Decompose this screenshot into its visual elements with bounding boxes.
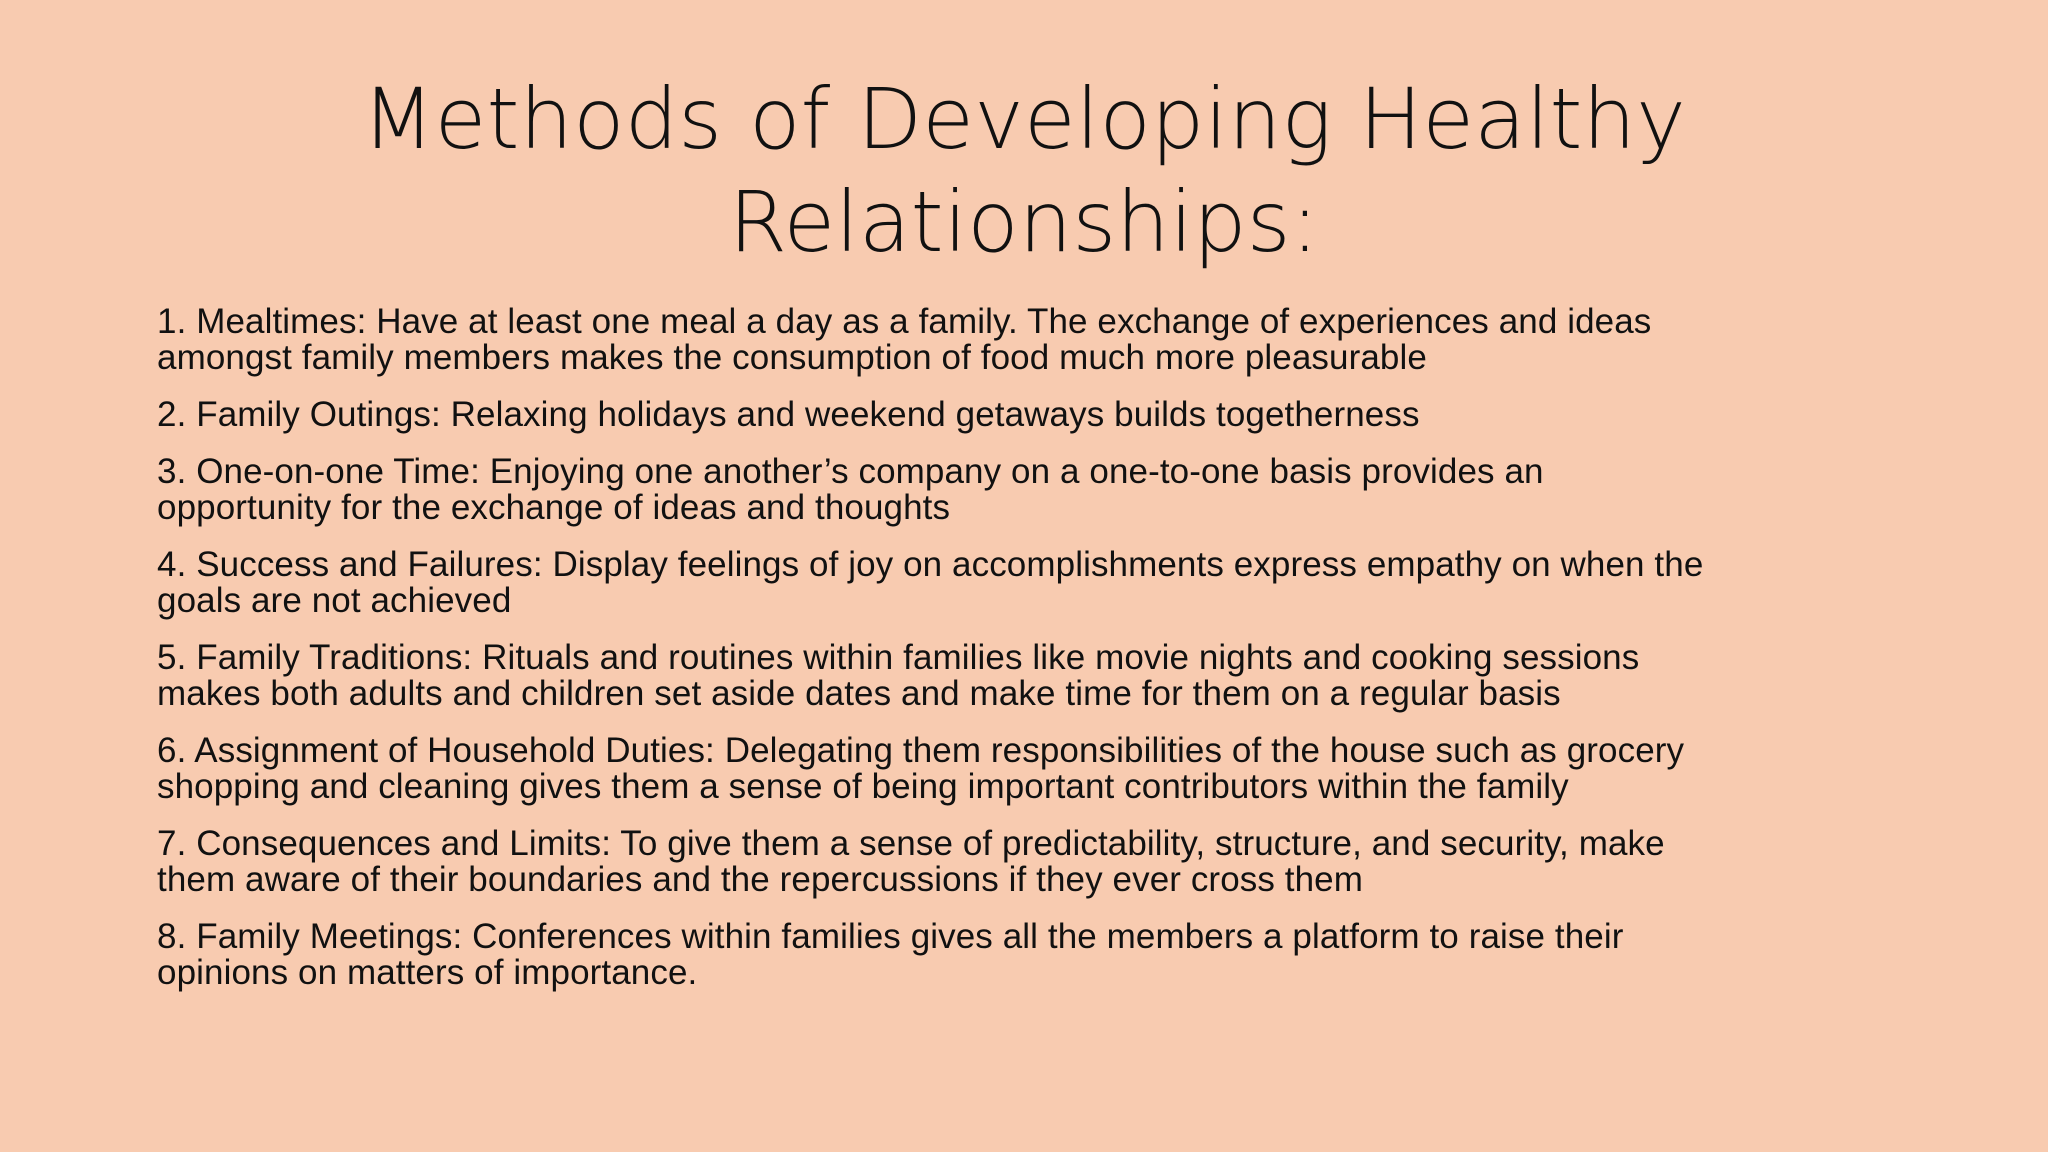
list-item-line-2: shopping and cleaning gives them a sense of being important contributors within the family (157, 767, 1569, 806)
title-line-2: Relationships: (728, 173, 1320, 271)
list-item-line-2: opportunity for the exchange of ideas and thoughts (157, 488, 951, 527)
list-item (157, 826, 1877, 898)
list-item-line-2: makes both adults and children set aside dates and make time for them on a regular basis (157, 674, 1561, 713)
list-item-line-1: 8. Family Meetings: Conferences within families gives all the members a platform to raise their (157, 917, 1624, 956)
list-item (157, 454, 1877, 526)
title-line-1: Methods of Developing Healthy (361, 70, 1686, 168)
list-item-line-1: 3. One-on-one Time: Enjoying one another’s company on a one-to-one basis provides an (157, 452, 1544, 491)
methods-list (157, 304, 1877, 1012)
list-item-line-1: 5. Family Traditions: Rituals and routines within families like movie nights and cooking sessions (157, 638, 1640, 677)
list-item (157, 640, 1877, 712)
list-item-line-1: 2. Family Outings: Relaxing holidays and weekend getaways builds togetherness (157, 395, 1420, 434)
list-item-line-2: amongst family members makes the consumption of food much more pleasurable (157, 338, 1427, 377)
list-item (157, 397, 1877, 433)
list-item (157, 733, 1877, 805)
list-item (157, 304, 1877, 376)
slide-title (180, 68, 1868, 274)
list-item-line-2: them aware of their boundaries and the repercussions if they ever cross them (157, 860, 1363, 899)
list-item-line-2: opinions on matters of importance. (157, 953, 698, 992)
list-item-line-2: goals are not achieved (157, 581, 512, 620)
list-item-line-1: 6. Assignment of Household Duties: Delegating them responsibilities of the house such as grocery (157, 731, 1685, 770)
list-item-line-1: 4. Success and Failures: Display feelings of joy on accomplishments express empathy on when the (157, 545, 1704, 584)
list-item (157, 547, 1877, 619)
list-item-line-1: 7. Consequences and Limits: To give them a sense of predictability, structure, and security, make (157, 824, 1665, 863)
list-item-line-1: 1. Mealtimes: Have at least one meal a day as a family. The exchange of experiences and ideas (157, 302, 1652, 341)
list-item (157, 919, 1877, 991)
